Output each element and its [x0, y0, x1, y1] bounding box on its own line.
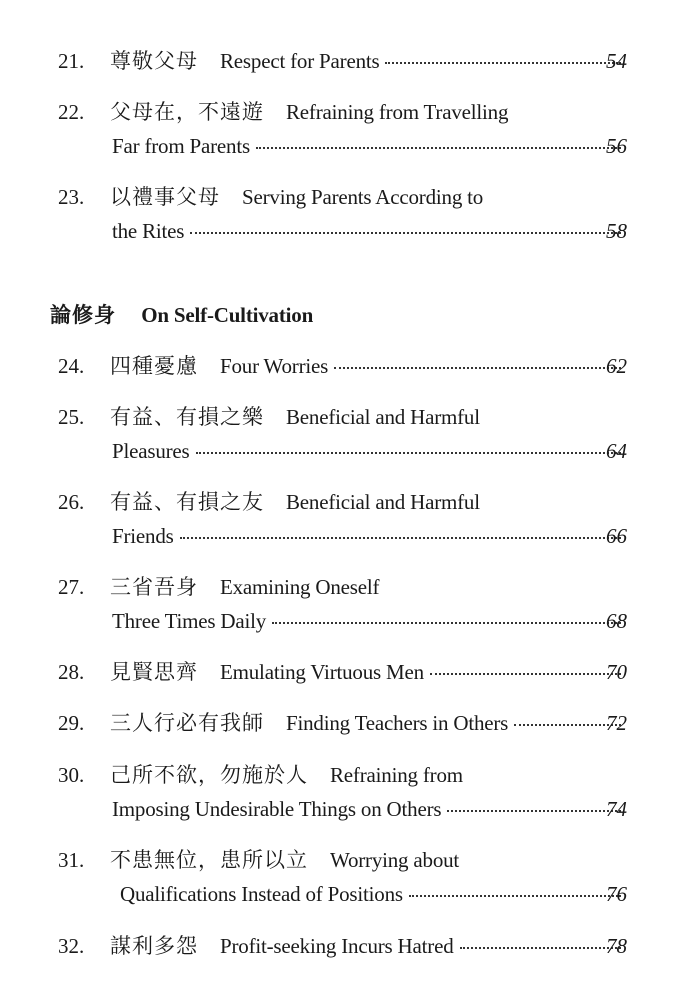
entry-english-title-continued: Three Times Daily — [112, 609, 267, 633]
entry-page-number: 64 — [606, 439, 627, 463]
entry-page-number: 70 — [606, 660, 627, 684]
dot-leader — [196, 452, 621, 454]
entry-page-number: 68 — [606, 609, 627, 633]
section-chinese-title: 論修身 — [50, 303, 116, 327]
entry-number: 25. — [58, 405, 85, 429]
entry-chinese-title: 以禮事父母 — [110, 185, 220, 209]
entry-english-title: Emulating Virtuous Men — [220, 660, 424, 684]
entry-english-title: Worrying about — [330, 848, 460, 872]
entry-english-title-continued: Qualifications Instead of Positions — [120, 882, 403, 906]
toc-entry-29 — [0, 706, 700, 740]
entry-page-number: 72 — [606, 711, 627, 735]
entry-english-title: Refraining from Travelling — [286, 100, 509, 124]
entry-chinese-title: 三省吾身 — [110, 575, 198, 599]
entry-chinese-title: 三人行必有我師 — [110, 711, 264, 735]
entry-chinese-title: 己所不欲，勿施於人 — [110, 763, 308, 787]
entry-english-title-continued: Pleasures — [112, 439, 190, 463]
toc-entry-23 — [0, 180, 700, 248]
section-heading — [50, 296, 313, 334]
entry-page-number: 56 — [606, 134, 627, 158]
entry-number: 32. — [58, 934, 85, 958]
entry-english-title: Beneficial and Harmful — [286, 405, 480, 429]
section-english-title: On Self-Cultivation — [141, 303, 314, 327]
toc-entry-22 — [0, 95, 700, 163]
dot-leader — [447, 810, 621, 812]
dot-leader — [385, 62, 621, 64]
toc-entry-26 — [0, 485, 700, 553]
entry-english-title-continued: Far from Parents — [112, 134, 250, 158]
toc-entry-31 — [0, 843, 700, 911]
toc-entry-27 — [0, 570, 700, 638]
entry-chinese-title: 四種憂慮 — [110, 354, 198, 378]
toc-entry-25 — [0, 400, 700, 468]
entry-english-title-continued: Friends — [112, 524, 174, 548]
entry-page-number: 54 — [606, 49, 627, 73]
entry-page-number: 74 — [606, 797, 627, 821]
entry-number: 27. — [58, 575, 85, 599]
entry-english-title-continued: the Rites — [112, 219, 185, 243]
entry-chinese-title: 尊敬父母 — [110, 49, 198, 73]
dot-leader — [272, 622, 621, 624]
entry-english-title: Examining Oneself — [220, 575, 380, 599]
toc-entry-24 — [0, 349, 700, 383]
entry-page-number: 62 — [606, 354, 627, 378]
entry-page-number: 66 — [606, 524, 627, 548]
toc-entry-32 — [0, 929, 700, 963]
entry-english-title: Beneficial and Harmful — [286, 490, 480, 514]
entry-chinese-title: 不患無位，患所以立 — [110, 848, 308, 872]
entry-number: 23. — [58, 185, 85, 209]
entry-english-title: Serving Parents According to — [242, 185, 484, 209]
entry-page-number: 78 — [606, 934, 627, 958]
entry-english-title: Refraining from — [330, 763, 463, 787]
dot-leader — [256, 147, 621, 149]
entry-english-title-continued: Imposing Undesirable Things on Others — [112, 797, 442, 821]
entry-chinese-title: 有益、有損之友 — [110, 490, 264, 514]
entry-chinese-title: 謀利多怨 — [110, 934, 198, 958]
dot-leader — [409, 895, 621, 897]
entry-chinese-title: 父母在，不遠遊 — [110, 100, 264, 124]
entry-chinese-title: 見賢思齊 — [110, 660, 198, 684]
entry-number: 31. — [58, 848, 85, 872]
entry-number: 21. — [58, 49, 85, 73]
entry-english-title: Respect for Parents — [220, 49, 380, 73]
toc-entry-30 — [0, 758, 700, 826]
entry-english-title: Finding Teachers in Others — [286, 711, 509, 735]
entry-page-number: 76 — [606, 882, 627, 906]
entry-page-number: 58 — [606, 219, 627, 243]
entry-number: 28. — [58, 660, 85, 684]
entry-number: 24. — [58, 354, 85, 378]
dot-leader — [334, 367, 621, 369]
entry-number: 30. — [58, 763, 85, 787]
entry-number: 22. — [58, 100, 85, 124]
entry-number: 26. — [58, 490, 85, 514]
dot-leader — [180, 537, 621, 539]
entry-english-title: Four Worries — [220, 354, 329, 378]
toc-entry-28 — [0, 655, 700, 689]
entry-number: 29. — [58, 711, 85, 735]
entry-chinese-title: 有益、有損之樂 — [110, 405, 264, 429]
dot-leader — [190, 232, 621, 234]
entry-english-title: Profit-seeking Incurs Hatred — [220, 934, 454, 958]
dot-leader — [430, 673, 621, 675]
toc-entry-21 — [0, 44, 700, 78]
